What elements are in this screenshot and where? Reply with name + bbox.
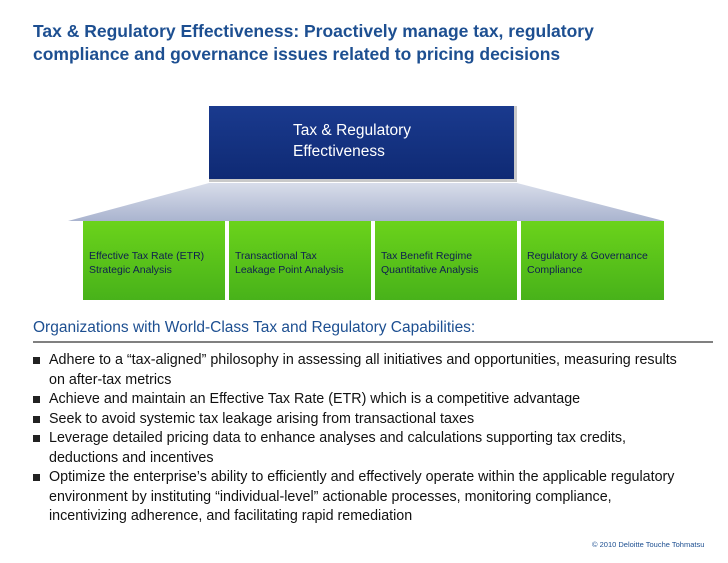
branch-label-line-2: Strategic Analysis: [89, 264, 172, 276]
connector-trapezoid: [68, 183, 664, 221]
bullet-line: environment by instituting “individual-level” actionable processes, monitoring compliance,: [49, 488, 612, 505]
branch-label: [527, 249, 648, 277]
branch-label: [381, 249, 478, 277]
square-bullet-icon: [33, 435, 40, 442]
bullet-item: [33, 468, 723, 527]
branch-box-regulatory-governance: [521, 221, 664, 300]
bullet-item: [33, 351, 723, 390]
top-box-label-line-2: Effectiveness: [293, 143, 385, 160]
branch-label: [235, 249, 344, 277]
title-line-2: compliance and governance issues related to pricing decisions: [33, 44, 561, 64]
square-bullet-icon: [33, 416, 40, 423]
top-box-label-line-1: Tax & Regulatory: [293, 122, 412, 139]
bullet-item: [33, 410, 723, 430]
top-box-label: [293, 120, 411, 162]
bullet-text: [49, 351, 723, 390]
square-bullet-icon: [33, 357, 40, 364]
branch-label-line-1: Regulatory & Governance: [527, 250, 648, 262]
branch-box-etr: [83, 221, 225, 300]
branch-label-line-2: Leakage Point Analysis: [235, 264, 344, 276]
bullet-line: Adhere to a “tax-aligned” philosophy in assessing all initiatives and opportunities, measuring results: [49, 352, 677, 368]
bullet-list: [33, 351, 723, 527]
bullet-text: [49, 410, 723, 430]
title-line-1: Tax & Regulatory Effectiveness: Proactively manage tax, regulatory: [33, 21, 594, 41]
copyright-notice: © 2010 Deloitte Touche Tohmatsu: [592, 540, 705, 549]
branch-box-transactional-tax: [229, 221, 371, 300]
branch-label-line-1: Tax Benefit Regime: [381, 250, 473, 262]
bullet-line: Seek to avoid systemic tax leakage arising from transactional taxes: [49, 410, 475, 427]
bullet-line: Achieve and maintain an Effective Tax Rate (ETR) which is a competitive advantage: [49, 391, 581, 407]
bullet-line: deductions and incentives: [49, 449, 214, 466]
branch-label-line-2: Quantitative Analysis: [381, 264, 479, 276]
bullet-line: Optimize the enterprise’s ability to efficiently and effectively operate within the applicable regulatory: [49, 469, 675, 485]
bullet-text: [49, 429, 723, 468]
bullet-item: [33, 390, 723, 410]
branch-label-line-1: Effective Tax Rate (ETR): [89, 250, 205, 262]
square-bullet-icon: [33, 396, 40, 403]
bullet-line: Leverage detailed pricing data to enhance analyses and calculations supporting tax credits,: [49, 430, 627, 446]
section-heading: Organizations with World-Class Tax and Regulatory Capabilities:: [33, 319, 476, 336]
branch-label: [89, 249, 204, 277]
bullet-text: [49, 390, 723, 410]
diagram-top-box: [209, 106, 517, 182]
bullet-text: [49, 468, 723, 527]
square-bullet-icon: [33, 474, 40, 481]
branch-label-line-1: Transactional Tax: [235, 250, 317, 262]
branch-label-line-2: Compliance: [527, 264, 583, 276]
bullet-line: on after-tax metrics: [49, 371, 172, 388]
bullet-line: incentivizing adherence, and facilitating rapid remediation: [49, 508, 413, 524]
section-divider: [33, 341, 713, 343]
bullet-item: [33, 429, 723, 468]
branch-box-tax-benefit-regime: [375, 221, 517, 300]
